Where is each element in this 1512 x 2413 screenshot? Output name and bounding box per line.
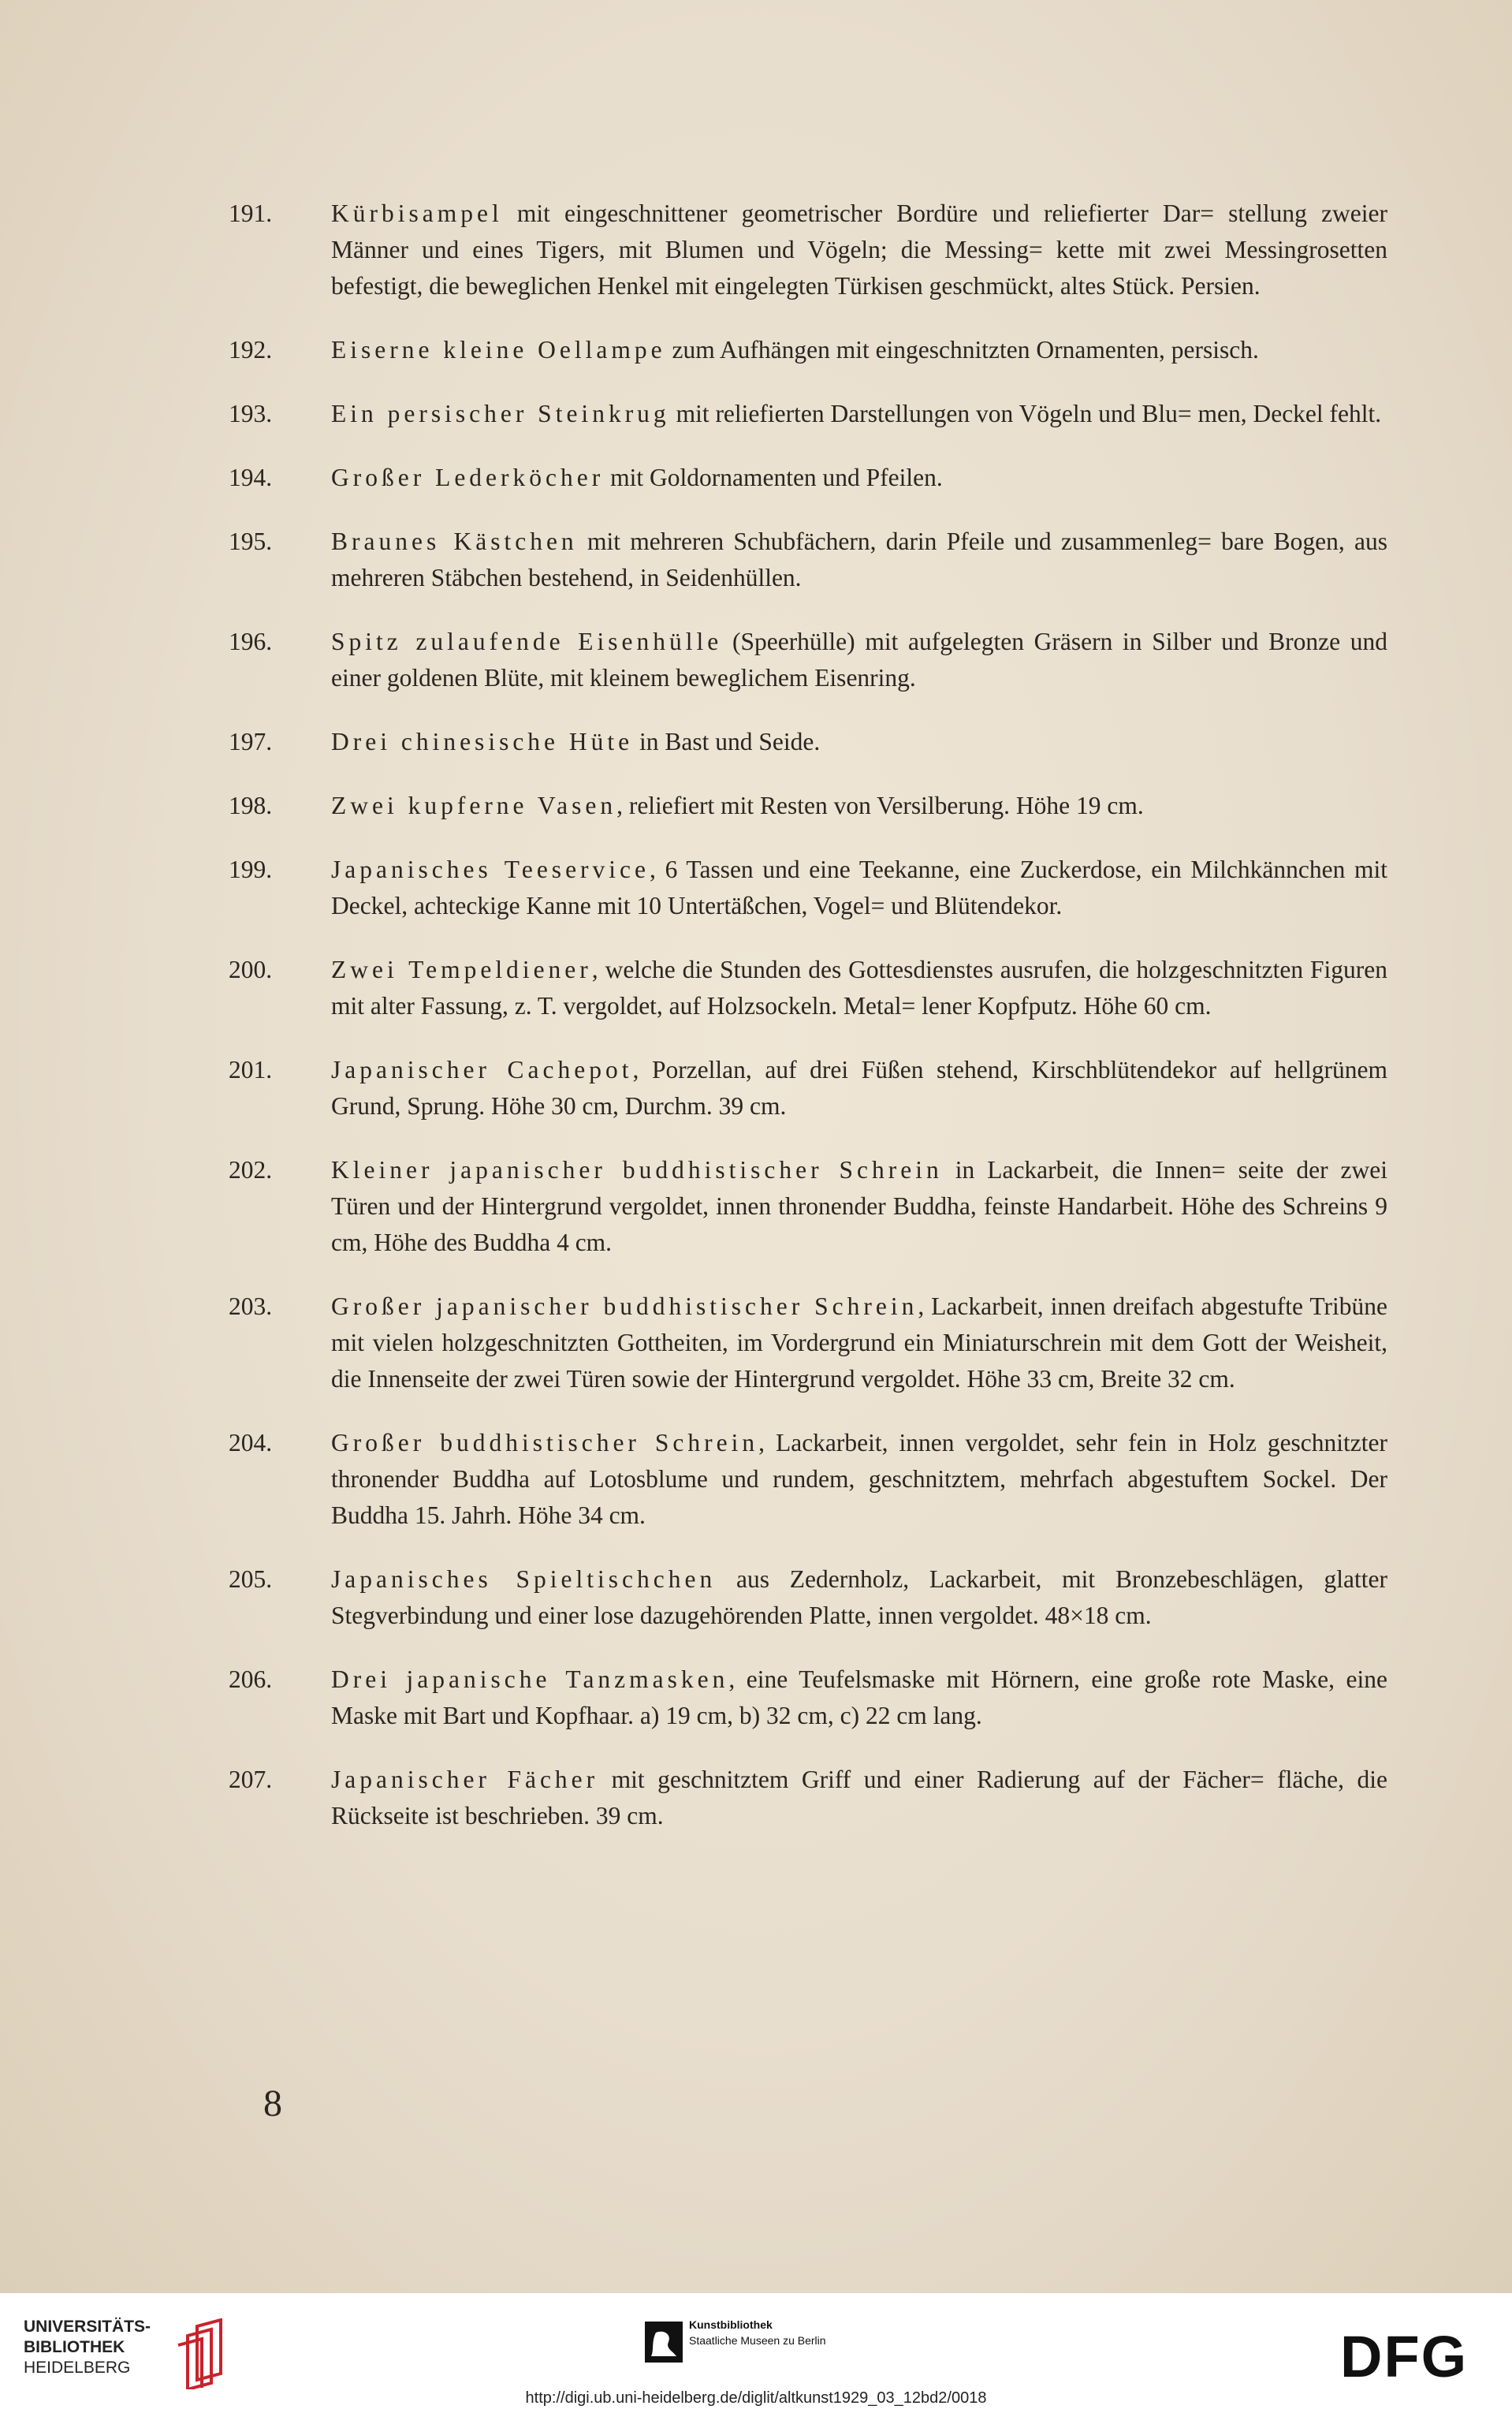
- catalog-entry: [229, 332, 1387, 368]
- entry-description: , eine Teufelsmaske mit Hörnern, eine große rote Maske, eine Maske mit Bart und Kopfhaar. a) 19 cm, b) 32 cm, c) 22 cm lang.: [331, 1665, 1387, 1729]
- catalog-entry: [229, 852, 1387, 924]
- entry-heading: Japanisches Teeservice: [331, 856, 650, 883]
- entry-number: 194.: [229, 464, 273, 491]
- entry-description: , reliefiert mit Resten von Versilberung. Höhe 19 cm.: [616, 792, 1144, 819]
- entry-description: , welche die Stunden des Gottesdienstes ausrufen, die holzgeschnitzten Figuren mit alter Fassung, z. T. vergoldet, auf Holzsockeln. Metal= lener Kopfputz. Höhe 60 cm.: [331, 956, 1387, 1020]
- entry-description: mit mehreren Schubfächern, darin Pfeile und zusammenleg= bare Bogen, aus mehreren Stäbchen bestehend, in Seidenhüllen.: [331, 528, 1387, 591]
- entry-number: 200.: [229, 956, 273, 983]
- entry-number: 204.: [229, 1429, 273, 1456]
- digitization-footer: [0, 2293, 1512, 2413]
- entry-description: , Lackarbeit, innen vergoldet, sehr fein in Holz geschnitzter thronender Buddha auf Lotosblume und rundem, geschnitztem, mehrfach abgestuftem Sockel. Der Buddha 15. Jahrh. Höhe 34 cm.: [331, 1429, 1387, 1529]
- entry-heading: Japanischer Fächer: [331, 1766, 599, 1793]
- catalog-entry: [229, 724, 1387, 760]
- university-library-mark-icon: [173, 2318, 229, 2389]
- entry-number: 192.: [229, 336, 273, 364]
- entry-list: [229, 196, 1387, 1862]
- entry-heading: Spitz zulaufende Eisenhülle: [331, 628, 723, 655]
- catalog-entry: [229, 524, 1387, 596]
- entry-number: 207.: [229, 1766, 273, 1793]
- kunstbibliothek-name: Kunstbibliothek Staatliche Museen zu Berlin: [689, 2318, 826, 2347]
- catalog-entry: [229, 1425, 1387, 1534]
- entry-heading: Japanischer Cachepot: [331, 1056, 633, 1083]
- entry-number: 203.: [229, 1292, 273, 1320]
- catalog-entry: [229, 1762, 1387, 1834]
- catalog-entry: [229, 396, 1387, 432]
- entry-heading: Ein persischer Steinkrug: [331, 400, 670, 427]
- catalog-entry: [229, 1152, 1387, 1261]
- entry-heading: Großer Lederköcher: [331, 464, 605, 491]
- entry-number: 202.: [229, 1156, 273, 1184]
- page-number: 8: [263, 2083, 282, 2124]
- entry-number: 199.: [229, 856, 273, 883]
- entry-heading: Drei japanische Tanzmasken: [331, 1665, 729, 1693]
- entry-number: 206.: [229, 1665, 273, 1693]
- entry-heading: Braunes Kästchen: [331, 528, 578, 555]
- entry-description: , Lackarbeit, innen dreifach abgestufte Tribüne mit vielen holzgeschnitzten Gottheiten, im Vordergrund ein Miniaturschrein mit dem Gott der Weisheit, die Innenseite der zwei Türen sowie der Hintergrund vergoldet. Höhe 33 cm, Breite 32 cm.: [331, 1292, 1387, 1393]
- entry-number: 196.: [229, 628, 273, 655]
- catalog-entry: [229, 1052, 1387, 1124]
- entry-number: 195.: [229, 528, 273, 555]
- entry-heading: Eiserne kleine Oellampe: [331, 336, 666, 364]
- catalog-entry: [229, 952, 1387, 1024]
- catalog-entry: [229, 624, 1387, 696]
- catalog-entry: [229, 1289, 1387, 1397]
- university-library-logo[interactable]: [24, 2317, 229, 2396]
- entry-description: , 6 Tassen und eine Teekanne, eine Zuckerdose, ein Milchkännchen mit Deckel, achteckige Kanne mit 10 Untertäßchen, Vogel= und Blütendekor.: [331, 856, 1387, 919]
- permalink-url[interactable]: http://digi.ub.uni-heidelberg.de/diglit/altkunst1929_03_12bd2/0018: [525, 2389, 987, 2407]
- entry-number: 205.: [229, 1565, 273, 1593]
- entry-description: mit Goldornamenten und Pfeilen.: [604, 464, 943, 491]
- entry-description: in Bast und Seide.: [633, 728, 821, 755]
- entry-number: 197.: [229, 728, 273, 755]
- entry-heading: Großer japanischer buddhistischer Schrein: [331, 1292, 918, 1320]
- kunstbibliothek-mark-icon: [645, 2322, 683, 2363]
- entry-heading: Zwei kupferne Vasen: [331, 792, 617, 819]
- entry-number: 191.: [229, 200, 273, 227]
- catalog-entry: [229, 460, 1387, 496]
- entry-description: in Lackarbeit, die Innen= seite der zwei Türen und der Hintergrund vergoldet, innen thronender Buddha, feinste Handarbeit. Höhe des Schreins 9 cm, Höhe des Buddha 4 cm.: [331, 1156, 1388, 1256]
- entry-heading: Kleiner japanischer buddhistischer Schrein: [331, 1156, 943, 1184]
- entry-description: mit geschnitztem Griff und einer Radierung auf der Fächer= fläche, die Rückseite ist beschrieben. 39 cm.: [331, 1766, 1388, 1829]
- dfg-logo[interactable]: DFG: [1340, 2324, 1469, 2389]
- entry-description: , Porzellan, auf drei Füßen stehend, Kirschblütendekor auf hellgrünem Grund, Sprung. Höhe 30 cm, Durchm. 39 cm.: [331, 1056, 1387, 1120]
- catalog-entry: [229, 196, 1387, 304]
- catalog-entry: [229, 1561, 1387, 1634]
- entry-description: zum Aufhängen mit eingeschnitzten Ornamenten, persisch.: [665, 336, 1259, 364]
- catalog-entry: [229, 1662, 1387, 1734]
- university-library-name: UNIVERSITÄTS- BIBLIOTHEK HEIDELBERG: [24, 2318, 151, 2377]
- entry-heading: Zwei Tempeldiener: [331, 956, 592, 983]
- entry-number: 193.: [229, 400, 273, 427]
- entry-heading: Japanisches Spieltischchen: [331, 1565, 717, 1593]
- entry-description: mit eingeschnittener geometrischer Bordüre und reliefierter Dar= stellung zweier Männer und eines Tigers, mit Blumen und Vögeln; die Messing= kette mit zwei Messingrosetten befestigt, die beweglichen Henkel mit eingelegten Türkisen geschmückt, altes Stück. Persien.: [331, 200, 1387, 300]
- entry-heading: Großer buddhistischer Schrein: [331, 1429, 759, 1456]
- entry-description: mit reliefierten Darstellungen von Vögeln und Blu= men, Deckel fehlt.: [669, 400, 1382, 427]
- entry-description: aus Zedernholz, Lackarbeit, mit Bronzebeschlägen, glatter Stegverbindung und einer lose dazugehörenden Platte, innen vergoldet. 48×18 cm.: [331, 1565, 1387, 1629]
- entry-description: (Speerhülle) mit aufgelegten Gräsern in Silber und Bronze und einer goldenen Blüte, mit kleinem beweglichem Eisenring.: [331, 628, 1388, 692]
- entry-number: 198.: [229, 792, 273, 819]
- entry-heading: Drei chinesische Hüte: [331, 728, 634, 755]
- entry-number: 201.: [229, 1056, 273, 1083]
- catalog-entry: [229, 788, 1387, 824]
- entry-heading: Kürbisampel: [331, 200, 503, 227]
